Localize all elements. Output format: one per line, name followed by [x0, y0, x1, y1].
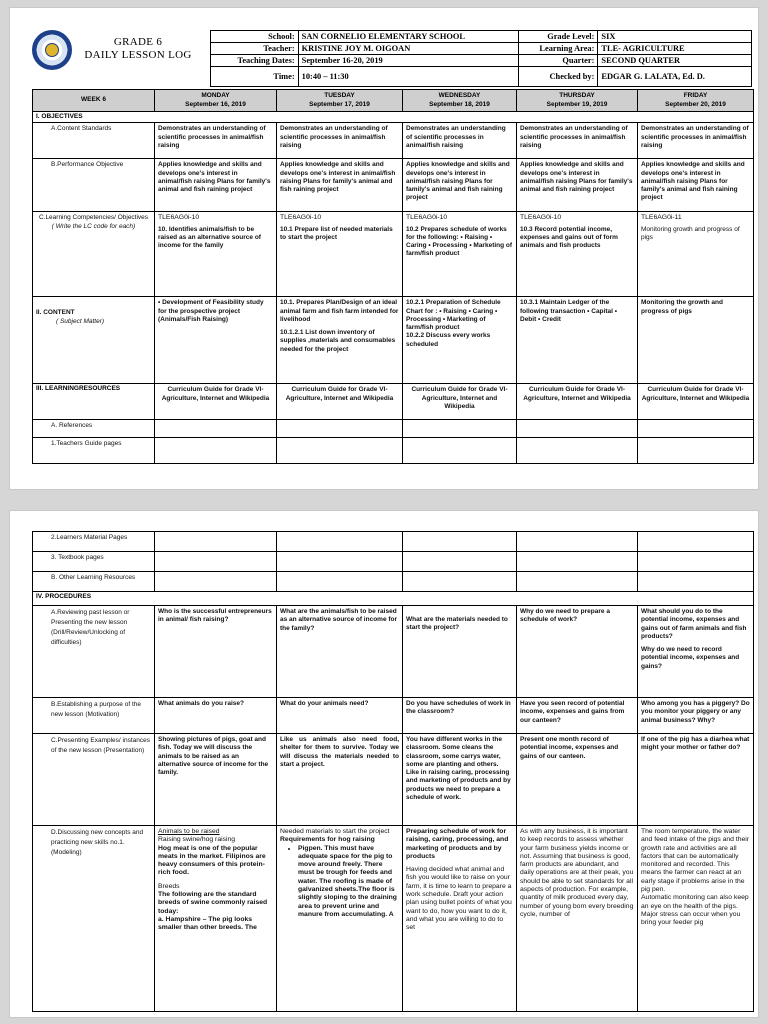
- teachers-guide-row: [33, 438, 754, 464]
- deped-seal-icon: [32, 30, 72, 70]
- learners-material-row: [33, 532, 754, 552]
- school-label: School:: [211, 31, 299, 43]
- pb-thu: Have you seen record of potential income, expenses and gains from our canteen?: [517, 698, 638, 734]
- content-label: II. CONTENT ( Subject Matter): [33, 297, 155, 384]
- objectives-section-row: [33, 112, 754, 123]
- proc-a-label: A.Reviewing past lesson or Presenting the new lesson (Drill/Review/Unlocking of difficulties): [33, 606, 155, 698]
- resources-row: [33, 384, 754, 420]
- proc-a-row: [33, 606, 754, 698]
- quarter-value: SECOND QUARTER: [598, 55, 752, 67]
- area-value: TLE- AGRICULTURE: [598, 43, 752, 55]
- area-label: Learning Area:: [518, 43, 598, 55]
- day-thursday: THURSDAY September 19, 2019: [517, 90, 638, 112]
- pd-mon: Animals to be raised Raising swine/hog raising Hog meat is one of the popular meats in the market. Filipinos are heavy consumers of this protein-rich food. Breeds The following are the standard breeds of swine commonly raised today: a. Hampshire – The pig looks smaller than other breeds. The: [155, 826, 277, 1012]
- res-wed: Curriculum Guide for Grade VI- Agriculture, Internet and Wikipedia: [403, 384, 517, 420]
- cs-thu: Demonstrates an understanding of scientific processes in animal/fish raising: [517, 123, 638, 159]
- pa-wed: What are the materials needed to start the project?: [403, 606, 517, 698]
- proc-c-row: [33, 734, 754, 826]
- pb-wed: Do you have schedules of work in the classroom?: [403, 698, 517, 734]
- references-row: [33, 420, 754, 438]
- week-label: WEEK 6: [33, 90, 155, 112]
- content-thu: 10.3.1 Maintain Ledger of the following transaction • Capital • Debit • Credit: [517, 297, 638, 384]
- pa-tue: What are the animals/fish to be raised as an alternative source of income for the family?: [277, 606, 403, 698]
- objectives-heading: I. OBJECTIVES: [33, 112, 754, 123]
- po-tue: Applies knowledge and skills and develops one's interest in animal/fish raising Plans for family's animal and fish raining project: [277, 159, 403, 212]
- cs-tue: Demonstrates an understanding of scientific processes in animal/fish raising: [277, 123, 403, 159]
- lc-wed: TLE6AG0i-10 10.2 Prepares schedule of works for the following: • Raising • Caring • Processing • Marketing of farm/fish product: [403, 212, 517, 297]
- proc-d-label: D.Discussing new concepts and practicing new skills no.1. (Modeling): [33, 826, 155, 1012]
- proc-c-label: C.Presenting Examples/ instances of the new lesson (Presentation): [33, 734, 155, 826]
- textbook-row: [33, 552, 754, 572]
- checked-value: EDGAR G. LALATA, Ed. D.: [598, 67, 752, 87]
- pb-fri: Who among you has a piggery? Do you monitor your piggery or any animal business? Why?: [638, 698, 754, 734]
- document-title: GRADE 6 DAILY LESSON LOG: [84, 36, 192, 61]
- pc-mon: Showing pictures of pigs, goat and fish. Today we will discuss the animals to be raised as an alternative source of income for the family.: [155, 734, 277, 826]
- lesson-log-header: [32, 30, 752, 90]
- other-resources-label: B. Other Learning Resources: [33, 572, 155, 592]
- competencies-label: C.Learning Competencies/ Objectives ( Write the LC code for each): [33, 212, 155, 297]
- pd-fri: The room temperature, the water and feed intake of the pigs and their growth rate and activities are all factors that can be automatically monitored and recorded. This means the farmer can react at an early stage if problems arise in the pig pen. Automatic monitoring can also keep an eye on the health of the pigs. Major stress can occur when you bring your feeder pig: [638, 826, 754, 1012]
- school-value: SAN CORNELIO ELEMENTARY SCHOOL: [298, 31, 518, 43]
- pa-mon: Who is the successful entrepreneurs in animal/ fish raising?: [155, 606, 277, 698]
- lc-fri: TLE6AG0i-11 Monitoring growth and progress of pigs: [638, 212, 754, 297]
- header-info-table: [210, 30, 752, 87]
- pb-mon: What animals do you raise?: [155, 698, 277, 734]
- content-mon: • Development of Feasibility study for the prospective project (Animals/Fish Raising): [155, 297, 277, 384]
- procedures-section-row: [33, 592, 754, 606]
- lc-mon: TLE6AG0i-10 10. Identifies animals/fish to be raised as an alternative source of income for the family: [155, 212, 277, 297]
- other-resources-row: [33, 572, 754, 592]
- content-row: [33, 297, 754, 384]
- pa-fri: What should you do to the potential income, expenses and gains out of farm animals and fish products? Why do we need to record potential income, expenses and gains?: [638, 606, 754, 698]
- lesson-grid-page-two: [32, 531, 754, 1012]
- proc-b-label: B.Establishing a purpose of the new lesson (Motivation): [33, 698, 155, 734]
- res-tue: Curriculum Guide for Grade VI- Agriculture, Internet and Wikipedia: [277, 384, 403, 420]
- day-tuesday: TUESDAY September 17, 2019: [277, 90, 403, 112]
- pd-tue: Needed materials to start the project Requirements for hog raising • Pigpen. This must have adequate space for the pig to move around freely. There must be trough for feeds and water. The roofing is made of galvanized sheets.The floor is slightly sloping to the draining area to prevent urine and manure from accumulating. A: [277, 826, 403, 1012]
- references-label: A. References: [33, 420, 155, 438]
- res-fri: Curriculum Guide for Grade VI- Agriculture, Internet and Wikipedia: [638, 384, 754, 420]
- pc-wed: You have different works in the classroom. Some cleans the classroom, some carrys water, some are planting and others. Like in raising caring, processing and marketing of products and by products we need to prepare a schedule of work.: [403, 734, 517, 826]
- cs-wed: Demonstrates an understanding of scientific processes in animal/fish raising: [403, 123, 517, 159]
- pa-thu: Why do we need to prepare a schedule of work?: [517, 606, 638, 698]
- grade-value: SIX: [598, 31, 752, 43]
- page-one: [9, 7, 759, 490]
- lc-tue: TLE6AG0i-10 10.1 Prepare list of needed materials to start the project: [277, 212, 403, 297]
- teacher-value: KRISTINE JOY M. OIGOAN: [298, 43, 518, 55]
- dates-value: September 16-20, 2019: [298, 55, 518, 67]
- competencies-row: [33, 212, 754, 297]
- content-wed: 10.2.1 Preparation of Schedule Chart for : • Raising • Caring • Processing • Marketing of farm/fish product 10.2.2 Discuss every works scheduled: [403, 297, 517, 384]
- lesson-grid-page-one: [32, 89, 754, 464]
- learners-material-label: 2.Learners Material Pages: [33, 532, 155, 552]
- res-thu: Curriculum Guide for Grade VI- Agriculture, Internet and Wikipedia: [517, 384, 638, 420]
- teacher-label: Teacher:: [211, 43, 299, 55]
- performance-label: B.Performance Objective: [33, 159, 155, 212]
- pc-thu: Present one month record of potential income, expenses and gains of our canteen.: [517, 734, 638, 826]
- dates-label: Teaching Dates:: [211, 55, 299, 67]
- po-thu: Applies knowledge and skills and develops one's interest in animal/fish raising Plans for family's animal and fish raining project: [517, 159, 638, 212]
- resources-heading: III. LEARNINGRESOURCES: [33, 384, 155, 420]
- pc-fri: If one of the pig has a diarhea what might your mother or father do?: [638, 734, 754, 826]
- content-standards-row: [33, 123, 754, 159]
- pc-tue: Like us animals also need food, shelter for them to survive. Today we will discuss the materials needed to start a project.: [277, 734, 403, 826]
- day-wednesday: WEDNESDAY September 18, 2019: [403, 90, 517, 112]
- po-wed: Applies knowledge and skills and develops one's interest in animal/fish raising Plans for family's animal and fish raining project: [403, 159, 517, 212]
- checked-label: Checked by:: [518, 67, 598, 87]
- lc-thu: TLE6AG0i-10 10.3 Record potential income, expenses and gains out of form animals and fish products: [517, 212, 638, 297]
- proc-b-row: [33, 698, 754, 734]
- time-value: 10:40 – 11:30: [298, 67, 518, 87]
- cs-mon: Demonstrates an understanding of scientific processes in animal/fish raising: [155, 123, 277, 159]
- content-tue: 10.1. Prepares Plan/Design of an ideal animal farm and fish farm intended for livelihood 10.1.2.1 List down inventory of supplies ,materials and consumables needed for the project: [277, 297, 403, 384]
- day-monday: MONDAY September 16, 2019: [155, 90, 277, 112]
- textbook-label: 3. Textbook pages: [33, 552, 155, 572]
- pb-tue: What do your animals need?: [277, 698, 403, 734]
- day-header-row: [33, 90, 754, 112]
- content-fri: Monitoring the growth and progress of pigs: [638, 297, 754, 384]
- page-two: [9, 510, 759, 1018]
- day-friday: FRIDAY September 20, 2019: [638, 90, 754, 112]
- pd-wed: Preparing schedule of work for raising, caring, processing, and marketing of products and by products Having decided what animal and fish you would like to raise on your farm, it is time to learn to prepare a work schedule. Draft your action plan using bullet points of what you want to do, how you want to do it, and what you are willing to do to set: [403, 826, 517, 1012]
- grade-label: Grade Level:: [518, 31, 598, 43]
- pigpen-item: • Pigpen. This must have adequate space for the pig to move around freely. There must be trough for feeds and water. The roofing is made of galvanized sheets.The floor is slightly sloping to the draining area to prevent urine and manure from accumulating. A: [298, 845, 399, 920]
- po-mon: Applies knowledge and skills and develops one's interest in animal/fish raising Plans for family's animal and fish raining project: [155, 159, 277, 212]
- time-label: Time:: [211, 67, 299, 87]
- pd-thu: As with any business, it is important to keep records to assess whether your farm business yields income or not. Assuming that business is good, farm products are abundant, and daily operations are at their peak, you should be able to set standards for all aspects of production. For example, quantity of milk produced every day, number of young born every breeding cycle, number of: [517, 826, 638, 1012]
- procedures-heading: IV. PROCEDURES: [33, 592, 754, 606]
- quarter-label: Quarter:: [518, 55, 598, 67]
- res-mon: Curriculum Guide for Grade VI- Agriculture, Internet and Wikipedia: [155, 384, 277, 420]
- po-fri: Applies knowledge and skills and develops one's interest in animal/fish raising Plans for family's animal and fish raining project: [638, 159, 754, 212]
- teachers-guide-label: 1.Teachers Guide pages: [33, 438, 155, 464]
- content-standards-label: A.Content Standards: [33, 123, 155, 159]
- proc-d-row: [33, 826, 754, 1012]
- cs-fri: Demonstrates an understanding of scientific processes in animal/fish raising: [638, 123, 754, 159]
- performance-row: [33, 159, 754, 212]
